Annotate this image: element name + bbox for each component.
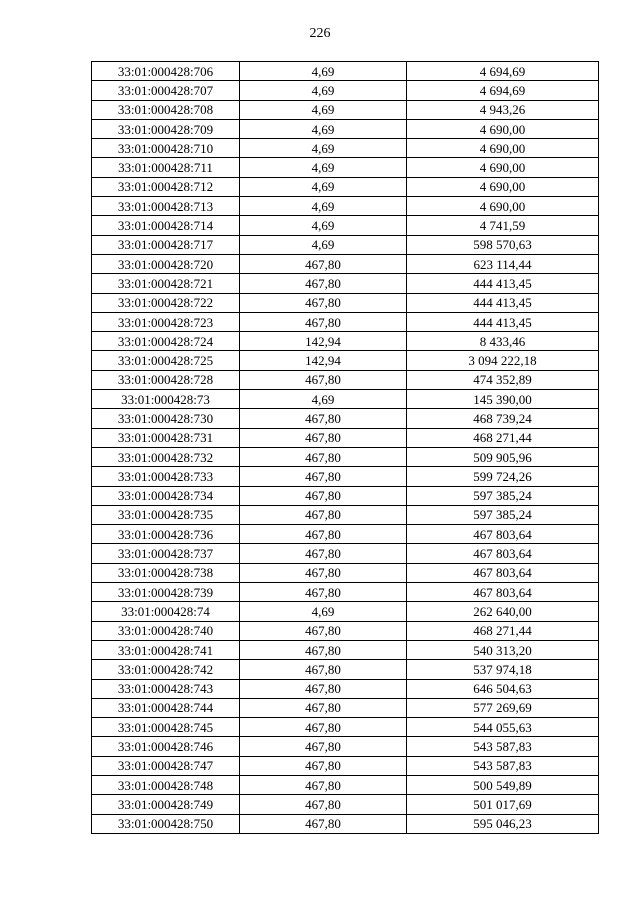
rate-cell: 467,80 bbox=[240, 698, 407, 717]
cadastral-number-cell: 33:01:000428:734 bbox=[92, 486, 240, 505]
cadastral-number-cell: 33:01:000428:738 bbox=[92, 563, 240, 582]
rate-cell: 467,80 bbox=[240, 312, 407, 331]
rate-cell: 4,69 bbox=[240, 390, 407, 409]
table-row bbox=[92, 505, 599, 524]
table-row bbox=[92, 428, 599, 447]
table-row bbox=[92, 756, 599, 775]
value-cell: 509 905,96 bbox=[407, 447, 599, 466]
cadastral-number-cell: 33:01:000428:736 bbox=[92, 525, 240, 544]
rate-cell: 4,69 bbox=[240, 139, 407, 158]
value-cell: 577 269,69 bbox=[407, 698, 599, 717]
cadastral-number-cell: 33:01:000428:74 bbox=[92, 602, 240, 621]
rate-cell: 4,69 bbox=[240, 100, 407, 119]
cadastral-number-cell: 33:01:000428:728 bbox=[92, 370, 240, 389]
cadastral-number-cell: 33:01:000428:732 bbox=[92, 447, 240, 466]
cadastral-number-cell: 33:01:000428:740 bbox=[92, 621, 240, 640]
rate-cell: 467,80 bbox=[240, 583, 407, 602]
cadastral-number-cell: 33:01:000428:745 bbox=[92, 718, 240, 737]
table-row bbox=[92, 293, 599, 312]
rate-cell: 4,69 bbox=[240, 602, 407, 621]
table-row bbox=[92, 621, 599, 640]
table-row bbox=[92, 197, 599, 216]
cadastral-number-cell: 33:01:000428:706 bbox=[92, 62, 240, 81]
cadastral-number-cell: 33:01:000428:746 bbox=[92, 737, 240, 756]
value-cell: 262 640,00 bbox=[407, 602, 599, 621]
table-row bbox=[92, 563, 599, 582]
value-cell: 468 739,24 bbox=[407, 409, 599, 428]
cadastral-number-cell: 33:01:000428:712 bbox=[92, 177, 240, 196]
table-row bbox=[92, 467, 599, 486]
cadastral-number-cell: 33:01:000428:750 bbox=[92, 814, 240, 833]
rate-cell: 467,80 bbox=[240, 544, 407, 563]
rate-cell: 467,80 bbox=[240, 679, 407, 698]
table-row bbox=[92, 216, 599, 235]
rate-cell: 4,69 bbox=[240, 158, 407, 177]
rate-cell: 467,80 bbox=[240, 293, 407, 312]
cadastral-number-cell: 33:01:000428:721 bbox=[92, 274, 240, 293]
rate-cell: 467,80 bbox=[240, 370, 407, 389]
table-row bbox=[92, 737, 599, 756]
cadastral-number-cell: 33:01:000428:748 bbox=[92, 775, 240, 794]
value-cell: 467 803,64 bbox=[407, 525, 599, 544]
value-cell: 4 741,59 bbox=[407, 216, 599, 235]
rate-cell: 467,80 bbox=[240, 505, 407, 524]
table-row bbox=[92, 158, 599, 177]
value-cell: 4 690,00 bbox=[407, 119, 599, 138]
cadastral-number-cell: 33:01:000428:741 bbox=[92, 640, 240, 659]
cadastral-number-cell: 33:01:000428:720 bbox=[92, 254, 240, 273]
value-cell: 4 690,00 bbox=[407, 139, 599, 158]
table-body bbox=[92, 62, 599, 834]
value-cell: 467 803,64 bbox=[407, 583, 599, 602]
table-row bbox=[92, 139, 599, 158]
cadastral-number-cell: 33:01:000428:723 bbox=[92, 312, 240, 331]
value-cell: 501 017,69 bbox=[407, 795, 599, 814]
cadastral-number-cell: 33:01:000428:739 bbox=[92, 583, 240, 602]
data-table bbox=[91, 61, 599, 834]
rate-cell: 467,80 bbox=[240, 775, 407, 794]
table-row bbox=[92, 62, 599, 81]
cadastral-number-cell: 33:01:000428:73 bbox=[92, 390, 240, 409]
cadastral-number-cell: 33:01:000428:722 bbox=[92, 293, 240, 312]
table-row bbox=[92, 583, 599, 602]
page-number: 226 bbox=[309, 26, 331, 41]
cadastral-number-cell: 33:01:000428:733 bbox=[92, 467, 240, 486]
cadastral-number-cell: 33:01:000428:714 bbox=[92, 216, 240, 235]
table-row bbox=[92, 544, 599, 563]
value-cell: 8 433,46 bbox=[407, 332, 599, 351]
cadastral-number-cell: 33:01:000428:709 bbox=[92, 119, 240, 138]
value-cell: 4 943,26 bbox=[407, 100, 599, 119]
table-row bbox=[92, 409, 599, 428]
rate-cell: 142,94 bbox=[240, 351, 407, 370]
value-cell: 467 803,64 bbox=[407, 563, 599, 582]
value-cell: 4 690,00 bbox=[407, 197, 599, 216]
rate-cell: 467,80 bbox=[240, 563, 407, 582]
rate-cell: 142,94 bbox=[240, 332, 407, 351]
table-row bbox=[92, 814, 599, 833]
rate-cell: 467,80 bbox=[240, 486, 407, 505]
table-row bbox=[92, 177, 599, 196]
table-row bbox=[92, 100, 599, 119]
value-cell: 3 094 222,18 bbox=[407, 351, 599, 370]
table-row bbox=[92, 525, 599, 544]
value-cell: 537 974,18 bbox=[407, 660, 599, 679]
value-cell: 4 694,69 bbox=[407, 62, 599, 81]
table-row bbox=[92, 390, 599, 409]
value-cell: 598 570,63 bbox=[407, 235, 599, 254]
rate-cell: 467,80 bbox=[240, 756, 407, 775]
value-cell: 467 803,64 bbox=[407, 544, 599, 563]
value-cell: 623 114,44 bbox=[407, 254, 599, 273]
value-cell: 145 390,00 bbox=[407, 390, 599, 409]
cadastral-number-cell: 33:01:000428:710 bbox=[92, 139, 240, 158]
rate-cell: 467,80 bbox=[240, 621, 407, 640]
value-cell: 543 587,83 bbox=[407, 737, 599, 756]
rate-cell: 4,69 bbox=[240, 119, 407, 138]
rate-cell: 467,80 bbox=[240, 428, 407, 447]
rate-cell: 4,69 bbox=[240, 216, 407, 235]
cadastral-number-cell: 33:01:000428:711 bbox=[92, 158, 240, 177]
value-cell: 444 413,45 bbox=[407, 312, 599, 331]
table-row bbox=[92, 447, 599, 466]
value-cell: 474 352,89 bbox=[407, 370, 599, 389]
cadastral-number-cell: 33:01:000428:731 bbox=[92, 428, 240, 447]
table-row bbox=[92, 486, 599, 505]
cadastral-number-cell: 33:01:000428:747 bbox=[92, 756, 240, 775]
table-row bbox=[92, 351, 599, 370]
table-row bbox=[92, 602, 599, 621]
value-cell: 544 055,63 bbox=[407, 718, 599, 737]
table-row bbox=[92, 235, 599, 254]
value-cell: 500 549,89 bbox=[407, 775, 599, 794]
rate-cell: 467,80 bbox=[240, 814, 407, 833]
cadastral-number-cell: 33:01:000428:713 bbox=[92, 197, 240, 216]
value-cell: 4 690,00 bbox=[407, 158, 599, 177]
value-cell: 444 413,45 bbox=[407, 293, 599, 312]
rate-cell: 467,80 bbox=[240, 640, 407, 659]
cadastral-number-cell: 33:01:000428:744 bbox=[92, 698, 240, 717]
value-cell: 599 724,26 bbox=[407, 467, 599, 486]
rate-cell: 467,80 bbox=[240, 409, 407, 428]
value-cell: 468 271,44 bbox=[407, 621, 599, 640]
value-cell: 444 413,45 bbox=[407, 274, 599, 293]
table-row bbox=[92, 274, 599, 293]
cadastral-number-cell: 33:01:000428:735 bbox=[92, 505, 240, 524]
value-cell: 468 271,44 bbox=[407, 428, 599, 447]
table-row bbox=[92, 660, 599, 679]
cadastral-number-cell: 33:01:000428:743 bbox=[92, 679, 240, 698]
table-row bbox=[92, 312, 599, 331]
table-row bbox=[92, 795, 599, 814]
value-cell: 595 046,23 bbox=[407, 814, 599, 833]
table-row bbox=[92, 81, 599, 100]
cadastral-number-cell: 33:01:000428:717 bbox=[92, 235, 240, 254]
cadastral-number-cell: 33:01:000428:724 bbox=[92, 332, 240, 351]
rate-cell: 4,69 bbox=[240, 62, 407, 81]
value-cell: 540 313,20 bbox=[407, 640, 599, 659]
cadastral-number-cell: 33:01:000428:737 bbox=[92, 544, 240, 563]
value-cell: 597 385,24 bbox=[407, 486, 599, 505]
rate-cell: 467,80 bbox=[240, 274, 407, 293]
rate-cell: 467,80 bbox=[240, 737, 407, 756]
rate-cell: 4,69 bbox=[240, 197, 407, 216]
value-cell: 543 587,83 bbox=[407, 756, 599, 775]
table-row bbox=[92, 775, 599, 794]
rate-cell: 467,80 bbox=[240, 254, 407, 273]
rate-cell: 467,80 bbox=[240, 795, 407, 814]
table-row bbox=[92, 119, 599, 138]
table-row bbox=[92, 698, 599, 717]
cadastral-number-cell: 33:01:000428:749 bbox=[92, 795, 240, 814]
rate-cell: 467,80 bbox=[240, 660, 407, 679]
table-row bbox=[92, 679, 599, 698]
cadastral-number-cell: 33:01:000428:708 bbox=[92, 100, 240, 119]
table-row bbox=[92, 640, 599, 659]
table-row bbox=[92, 332, 599, 351]
rate-cell: 467,80 bbox=[240, 718, 407, 737]
value-cell: 597 385,24 bbox=[407, 505, 599, 524]
value-cell: 646 504,63 bbox=[407, 679, 599, 698]
value-cell: 4 694,69 bbox=[407, 81, 599, 100]
cadastral-number-cell: 33:01:000428:742 bbox=[92, 660, 240, 679]
rate-cell: 467,80 bbox=[240, 525, 407, 544]
cadastral-number-cell: 33:01:000428:730 bbox=[92, 409, 240, 428]
value-cell: 4 690,00 bbox=[407, 177, 599, 196]
table-row bbox=[92, 718, 599, 737]
cadastral-number-cell: 33:01:000428:725 bbox=[92, 351, 240, 370]
cadastral-number-cell: 33:01:000428:707 bbox=[92, 81, 240, 100]
rate-cell: 4,69 bbox=[240, 235, 407, 254]
rate-cell: 4,69 bbox=[240, 81, 407, 100]
rate-cell: 4,69 bbox=[240, 177, 407, 196]
rate-cell: 467,80 bbox=[240, 447, 407, 466]
rate-cell: 467,80 bbox=[240, 467, 407, 486]
table-row bbox=[92, 254, 599, 273]
table-row bbox=[92, 370, 599, 389]
